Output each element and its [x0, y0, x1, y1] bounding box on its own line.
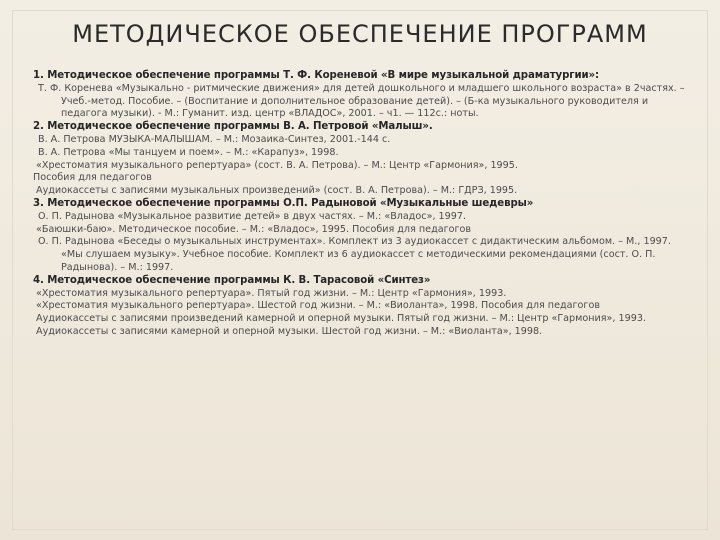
section-heading-4: 4. Методическое обеспечение программы К. В. Тарасовой «Синтез»	[33, 274, 431, 286]
section-heading-1: 1. Методическое обеспечение программы Т. Ф. Кореневой «В мире музыкальной драматургии»:	[33, 70, 600, 81]
list-item: Аудиокассеты с записями музыкальных произведений» (сост. В. А. Петрова). – М.: ГДРЗ, 1995.	[36, 185, 518, 197]
list-item: Пособия для педагогов	[33, 172, 152, 184]
list-item: В. А. Петрова «Мы танцуем и поем». – М.: «Карапуз», 1998.	[38, 146, 339, 158]
list-item: Т. Ф. Коренева «Музыкально - ритмические движения» для детей дошкольного и младшего школьного возраста» в 2частях. – Учеб.-метод. Пособие. – (Воспитание и дополнительное образование детей). – (Б-ка музыкального руководителя и педагога музыки). - М.: Гуманит. изд. центр «ВЛАДОС», 2001. – ч1. — 112с.: ноты.	[38, 82, 685, 120]
list-item: «Хрестоматия музыкального репертуара». Шестой год жизни. – М.: «Виоланта», 1998. Пособия для педагогов	[36, 300, 600, 312]
slide-content	[33, 70, 693, 339]
list-item: «Хрестоматия музыкального репертуара». Пятый год жизни. – М.: Центр «Гармония», 1993.	[36, 287, 507, 299]
list-item: О. П. Радынова «Музыкальное развитие детей» в двух частях. – М.: «Владос», 1997.	[38, 210, 467, 222]
list-item: «Хрестоматия музыкального репертуара» (сост. В. А. Петрова). – М.: Центр «Гармония», 1995.	[36, 159, 518, 171]
section-heading-2: 2. Методическое обеспечение программы В. А. Петровой «Малыш».	[33, 121, 433, 133]
list-item: Аудиокассеты с записями произведений камерной и оперной музыки. Пятый год жизни. – М.: Центр «Гармония», 1993.	[36, 313, 646, 325]
list-item: В. А. Петрова МУЗЫКА-МАЛЫШАМ. – М.: Мозаика-Синтез, 2001.-144 с.	[38, 133, 391, 145]
list-item: «Баюшки-баю». Методическое пособие. – М.: «Владос», 1995. Пособия для педагогов	[36, 223, 472, 235]
list-item: О. П. Радынова «Беседы о музыкальных инструментах». Комплект из 3 аудиокассет с дидактическим альбомом. – М., 1997. «Мы слушаем музыку». Учебное пособие. Комплект из 6 аудиокассет с методическими рекомендациями (сост. О. П. Радынова). – М.: 1997.	[38, 236, 671, 273]
slide-title: МЕТОДИЧЕСКОЕ ОБЕСПЕЧЕНИЕ ПРОГРАММ	[72, 20, 648, 48]
list-item: Аудиокассеты с записями камерной и оперной музыки. Шестой год жизни. – М.: «Виоланта», 1998.	[36, 325, 543, 337]
section-heading-3: 3. Методическое обеспечение программы О.П. Радыновой «Музыкальные шедевры»	[33, 197, 534, 209]
